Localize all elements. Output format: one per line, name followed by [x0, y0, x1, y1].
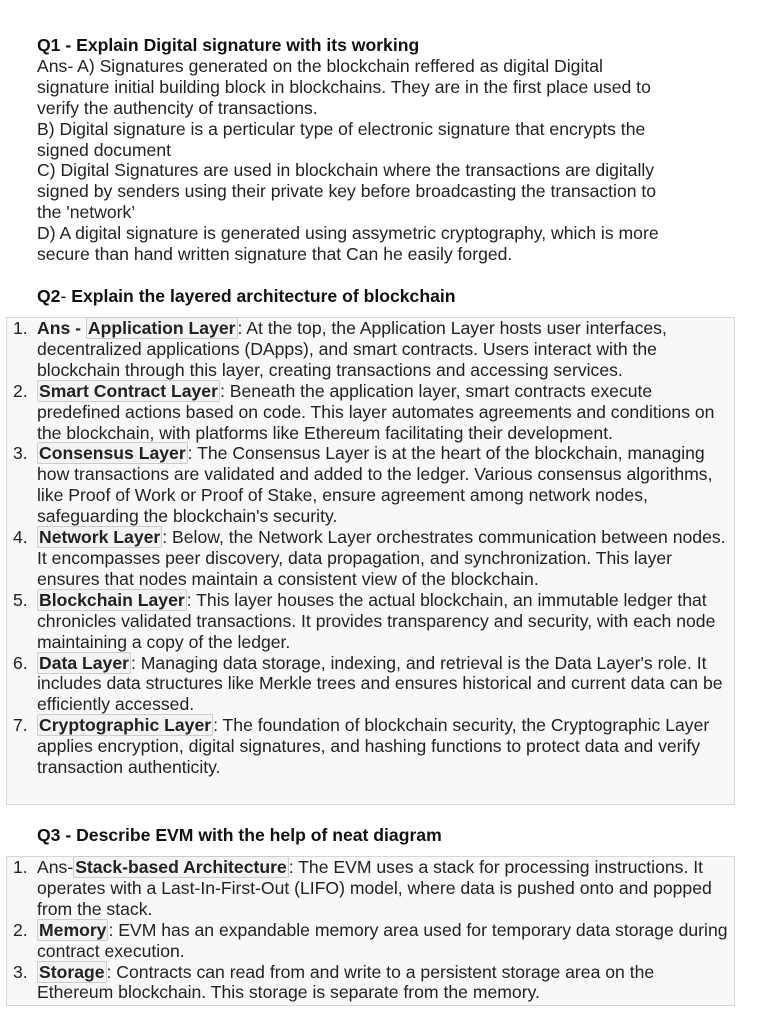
item-number: 2.	[13, 380, 28, 401]
answer-line: the 'network’	[37, 202, 136, 223]
layer-term: Data Layer	[39, 652, 129, 673]
answer-line: secure than hand written signature that Can he easily forged.	[37, 244, 513, 265]
item-text: : Below, the Network Layer orchestrates communication between nodes. It encompasses peer discovery, data propagation, and synchronization. This layer ensures that nodes maintain a consistent view of the blockchain.	[37, 527, 726, 589]
list-item	[7, 962, 734, 1004]
item-number: 3.	[13, 961, 28, 982]
question-2-answer-box	[6, 317, 735, 805]
answer-lead: Ans -	[37, 318, 86, 338]
item-text: : The EVM uses a stack for processing instructions. It operates with a Last-In-First-Out (LIFO) model, where data is pushed onto and popped from the stack.	[37, 857, 712, 919]
layer-term: Consensus Layer	[39, 443, 186, 464]
list-item	[7, 857, 734, 920]
item-number: 5.	[13, 589, 28, 610]
item-text: : Managing data storage, indexing, and retrieval is the Data Layer's role. It includes data structures like Merkle trees and ensures historical and current data can be efficiently accessed.	[37, 652, 723, 715]
item-number: 7.	[13, 715, 28, 736]
layer-term: Network Layer	[39, 527, 161, 548]
answer-line: B) Digital signature is a perticular type of electronic signature that encrypts the	[37, 118, 646, 139]
list-item	[7, 381, 734, 444]
question-1-section	[37, 35, 737, 265]
layer-term: Application Layer	[87, 318, 236, 338]
question-2-number: Q2	[37, 286, 61, 306]
item-text: : EVM has an expandable memory area used for temporary data storage during contract execution.	[37, 919, 728, 961]
question-3-answer-box	[6, 856, 735, 1006]
question-2-text: Explain the layered architecture of blockchain	[71, 286, 456, 306]
item-text: : Contracts can read from and write to a persistent storage area on the Ethereum blockchain. This storage is separate from the memory.	[37, 961, 655, 1003]
item-number: 1.	[13, 857, 28, 877]
answer-lead: Ans-	[37, 857, 74, 877]
answer-line: verify the authencity of transactions.	[37, 97, 318, 118]
layer-term: Smart Contract Layer	[39, 380, 218, 401]
question-1-title: Q1 - Explain Digital signature with its working	[37, 35, 420, 55]
list-item	[7, 443, 734, 527]
list-item	[7, 920, 734, 962]
item-text: : This layer houses the actual blockchain, an immutable ledger that chronicles validated transactions. It provides transparency and security, with each node maintaining a copy of the ledger.	[37, 589, 716, 652]
answer-line: Ans- A) Signatures generated on the blockchain reffered as digital Digital	[37, 55, 603, 76]
item-number: 6.	[13, 652, 28, 673]
evm-term: Stack-based Architecture	[75, 857, 287, 877]
item-text: : At the top, the Application Layer hosts user interfaces, decentralized applications (DApps), and smart contracts. Users interact with the blockchain through this layer, creating transactions and accessing services.	[37, 318, 667, 380]
evm-term: Memory	[39, 919, 107, 940]
answer-line: D) A digital signature is generated using assymetric cryptography, which is more	[37, 223, 659, 244]
answer-line: signed by senders using their private key before broadcasting the transaction to	[37, 181, 657, 202]
list-item	[7, 318, 734, 381]
item-number: 4.	[13, 527, 28, 548]
item-number: 3.	[13, 443, 28, 464]
layer-list	[7, 318, 734, 778]
list-item	[7, 653, 734, 716]
layer-term: Blockchain Layer	[39, 589, 185, 610]
item-text: : Beneath the application layer, smart contracts execute predefined actions based on code. This layer automates agreements and conditions on the blockchain, with platforms like Ethereum facilitating their development.	[37, 380, 715, 443]
answer-line: C) Digital Signatures are used in blockchain where the transactions are digitally	[37, 160, 655, 181]
question-2-title	[37, 286, 456, 307]
evm-feature-list	[7, 857, 734, 1003]
answer-line: signed document	[37, 139, 171, 160]
item-number: 2.	[13, 919, 28, 940]
list-item	[7, 715, 734, 778]
question-3-title: Q3 - Describe EVM with the help of neat diagram	[37, 825, 442, 845]
list-item	[7, 590, 734, 653]
layer-term: Cryptographic Layer	[39, 715, 212, 736]
question-2-dash: -	[60, 286, 72, 306]
item-text: : The Consensus Layer is at the heart of the blockchain, managing how transactions are validated and added to the ledger. Various consensus algorithms, like Proof of Work or Proof of Stake, ensure agreement among network nodes, safeguarding the blockchain's security.	[37, 443, 713, 527]
item-text: : The foundation of blockchain security, the Cryptographic Layer applies encryption, digital signatures, and hashing functions to protect data and verify transaction authenticity.	[37, 715, 710, 778]
list-item	[7, 527, 734, 590]
evm-term: Storage	[39, 961, 105, 982]
answer-line: signature initial building block in blockchains. They are in the first place used to	[37, 76, 651, 97]
question-1-answer	[37, 56, 737, 265]
item-number: 1.	[13, 318, 28, 338]
